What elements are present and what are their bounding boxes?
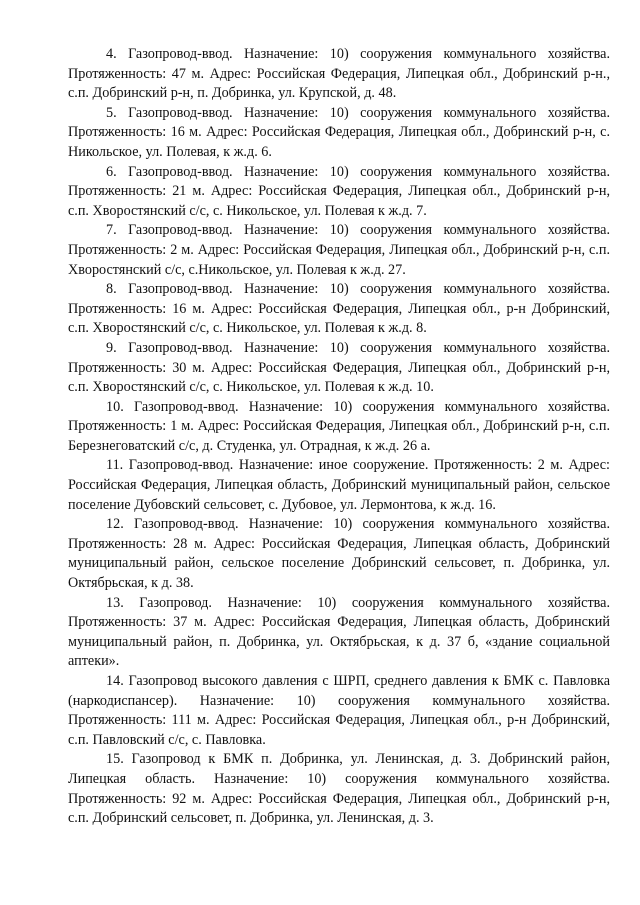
document-page	[68, 45, 610, 829]
list-item: 13. Газопровод. Назначение: 10) сооружения коммунального хозяйства. Протяженность: 37 м. Адрес: Российская Федерация, Липецкая область, Добринский муниципальный район, п. Добринка, ул. Октябрьская, к д. 37 б, «здание социальной аптеки».	[68, 594, 610, 670]
list-item: 14. Газопровод высокого давления с ШРП, среднего давления к БМК с. Павловка (наркодиспансер). Назначение: 10) сооружения коммунального хозяйства. Протяженность: 111 м. Адрес: Российская Федерация, Липецкая обл., р-н Добринский, с.п. Павловский с/с, с. Павловка.	[68, 673, 610, 748]
list-item: 10. Газопровод-ввод. Назначение: 10) сооружения коммунального хозяйства. Протяженность: 1 м. Адрес: Российская Федерация, Липецкая обл., Добринский р-н, с.п. Березнеговатский с/с, д. Студенка, ул. Отрадная, к ж.д. 26 а.	[68, 398, 610, 454]
list-item: 8. Газопровод-ввод. Назначение: 10) сооружения коммунального хозяйства. Протяженность: 16 м. Адрес: Российская Федерация, Липецкая обл., р-н Добринский, с.п. Хворостянский с/с, с. Никольское, ул. Полевая к ж.д. 8.	[68, 281, 610, 337]
list-item: 7. Газопровод-ввод. Назначение: 10) сооружения коммунального хозяйства. Протяженность: 2 м. Адрес: Российская Федерация, Липецкая обл., Добринский р-н, с.п. Хворостянский с/с, с.Никольское, ул. Полевая к ж.д. 27.	[68, 222, 610, 278]
list-item: 5. Газопровод-ввод. Назначение: 10) сооружения коммунального хозяйства. Протяженность: 16 м. Адрес: Российская Федерация, Липецкая обл., Добринский р-н, с. Никольское, ул. Полевая, к ж.д. 6.	[68, 104, 610, 160]
list-item: 6. Газопровод-ввод. Назначение: 10) сооружения коммунального хозяйства. Протяженность: 21 м. Адрес: Российская Федерация, Липецкая обл., Добринский р-н, с.п. Хворостянский с/с, с. Никольское, ул. Полевая к ж.д. 7.	[68, 163, 610, 219]
list-item: 9. Газопровод-ввод. Назначение: 10) сооружения коммунального хозяйства. Протяженность: 30 м. Адрес: Российская Федерация, Липецкая обл., Добринский р-н, с.п. Хворостянский с/с, с. Никольское, ул. Полевая к ж.д. 10.	[68, 339, 610, 396]
list-item: 11. Газопровод-ввод. Назначение: иное сооружение. Протяженность: 2 м. Адрес: Российская Федерация, Липецкая область, Добринский муниципальный район, сельское поселение Дубовский сельсовет, с. Дубовое, ул. Лермонтова, к ж.д. 16.	[68, 457, 610, 513]
list-item: 15. Газопровод к БМК п. Добринка, ул. Ленинская, д. 3. Добринский район, Липецкая область. Назначение: 10) сооружения коммунального хозяйства. Протяженность: 92 м. Адрес: Российская Федерация, Липецкая обл., Добринский р-н, с.п. Добринский сельсовет, п. Добринка, ул. Ленинская, д. 3.	[68, 751, 610, 827]
list-item: 12. Газопровод-ввод. Назначение: 10) сооружения коммунального хозяйства. Протяженность: 28 м. Адрес: Российская Федерация, Липецкая область, Добринский муниципальный район, сельское поселение Добринский сельсовет, п. Добринка, ул. Октябрьская, к д. 38.	[68, 516, 610, 592]
list-item: 4. Газопровод-ввод. Назначение: 10) сооружения коммунального хозяйства. Протяженность: 47 м. Адрес: Российская Федерация, Липецкая обл., Добринский р-н., с.п. Добринский р-н, п. Добринка, ул. Крупской, д. 48.	[68, 46, 610, 102]
